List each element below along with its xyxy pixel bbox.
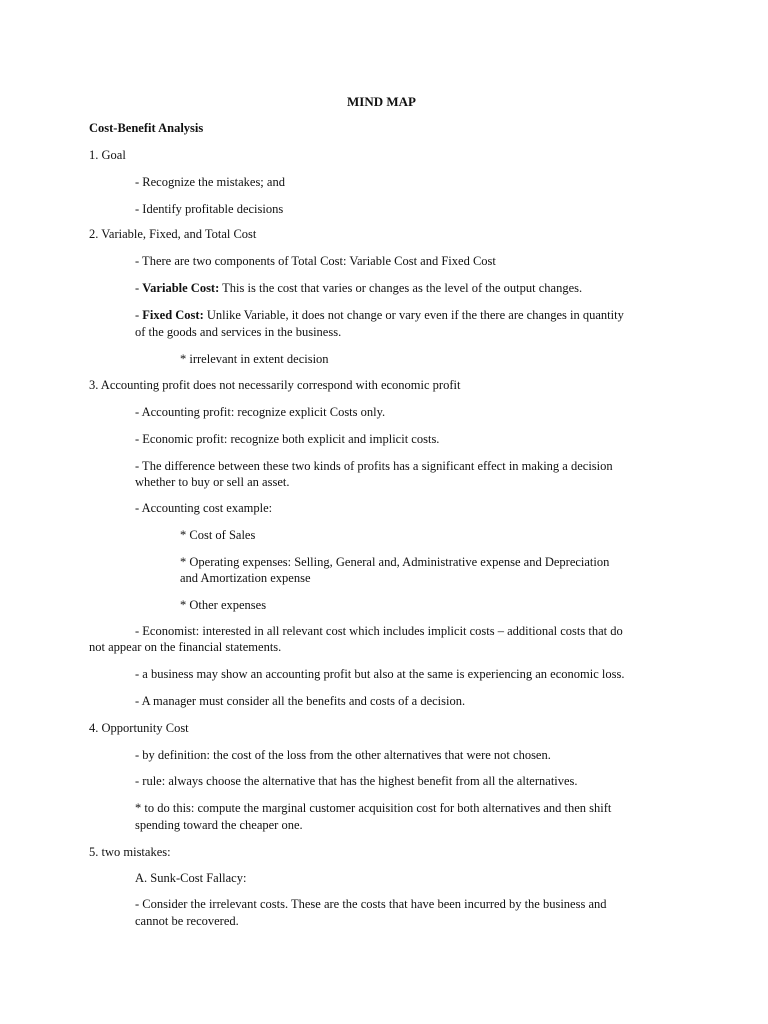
variable-cost-item <box>135 281 582 296</box>
page-title: MIND MAP <box>347 94 416 109</box>
profit-heading: 3. Accounting profit does not necessarily correspond with economic profit <box>89 378 461 392</box>
economic-profit-item: - Economic profit: recognize both explicit and implicit costs. <box>135 432 440 446</box>
economist-item: - Economist: interested in all relevant cost which includes implicit costs – additional costs that do <box>135 624 623 638</box>
sunk-cost-continuation: cannot be recovered. <box>135 914 239 928</box>
opportunity-rule-item: - rule: always choose the alternative that has the highest benefit from all the alternatives. <box>135 774 578 788</box>
business-loss-item: - a business may show an accounting profit but also at the same is experiencing an economic loss. <box>135 667 625 681</box>
opportunity-definition-item: - by definition: the cost of the loss from the other alternatives that were not chosen. <box>135 748 551 762</box>
sunk-cost-heading: A. Sunk-Cost Fallacy: <box>135 871 247 885</box>
sunk-cost-item: - Consider the irrelevant costs. These are the costs that have been incurred by the business and <box>135 897 607 911</box>
section-heading: Cost-Benefit Analysis <box>89 121 204 135</box>
operating-expenses-continuation: and Amortization expense <box>180 571 311 585</box>
fixed-cost-note: * irrelevant in extent decision <box>180 352 329 366</box>
variable-cost-term: Variable Cost: <box>142 281 220 295</box>
goal-item-1: - Recognize the mistakes; and <box>135 175 285 189</box>
other-expenses-item: * Other expenses <box>180 598 267 612</box>
manager-item: - A manager must consider all the benefits and costs of a decision. <box>135 694 466 708</box>
variable-cost-prefix: - <box>135 281 143 295</box>
variable-cost-definition: This is the cost that varies or changes as the level of the output changes. <box>219 281 583 295</box>
fixed-cost-item <box>135 308 624 323</box>
mistakes-heading: 5. two mistakes: <box>89 845 171 859</box>
cost-of-sales-item: * Cost of Sales <box>180 528 256 542</box>
cost-types-heading: 2. Variable, Fixed, and Total Cost <box>89 227 257 241</box>
accounting-cost-example-item: - Accounting cost example: <box>135 501 273 515</box>
cost-components-item: - There are two components of Total Cost: Variable Cost and Fixed Cost <box>135 254 496 268</box>
economist-continuation: not appear on the financial statements. <box>89 640 282 654</box>
fixed-cost-definition: Unlike Variable, it does not change or vary even if the there are changes in quantity <box>203 308 624 322</box>
fixed-cost-continuation: of the goods and services in the business. <box>135 325 342 339</box>
goal-item-2: - Identify profitable decisions <box>135 202 284 216</box>
operating-expenses-item: * Operating expenses: Selling, General and, Administrative expense and Depreciation <box>180 555 610 569</box>
fixed-cost-term: Fixed Cost: <box>142 308 204 322</box>
profit-difference-item: - The difference between these two kinds of profits has a significant effect in making a decision <box>135 459 613 473</box>
accounting-profit-item: - Accounting profit: recognize explicit Costs only. <box>135 405 386 419</box>
opportunity-cost-heading: 4. Opportunity Cost <box>89 721 189 735</box>
fixed-cost-prefix: - <box>135 308 143 322</box>
opportunity-method-item: * to do this: compute the marginal customer acquisition cost for both alternatives and then shift <box>135 801 612 815</box>
goal-heading: 1. Goal <box>89 148 126 162</box>
profit-difference-continuation: whether to buy or sell an asset. <box>135 475 290 489</box>
opportunity-method-continuation: spending toward the cheaper one. <box>135 818 303 832</box>
